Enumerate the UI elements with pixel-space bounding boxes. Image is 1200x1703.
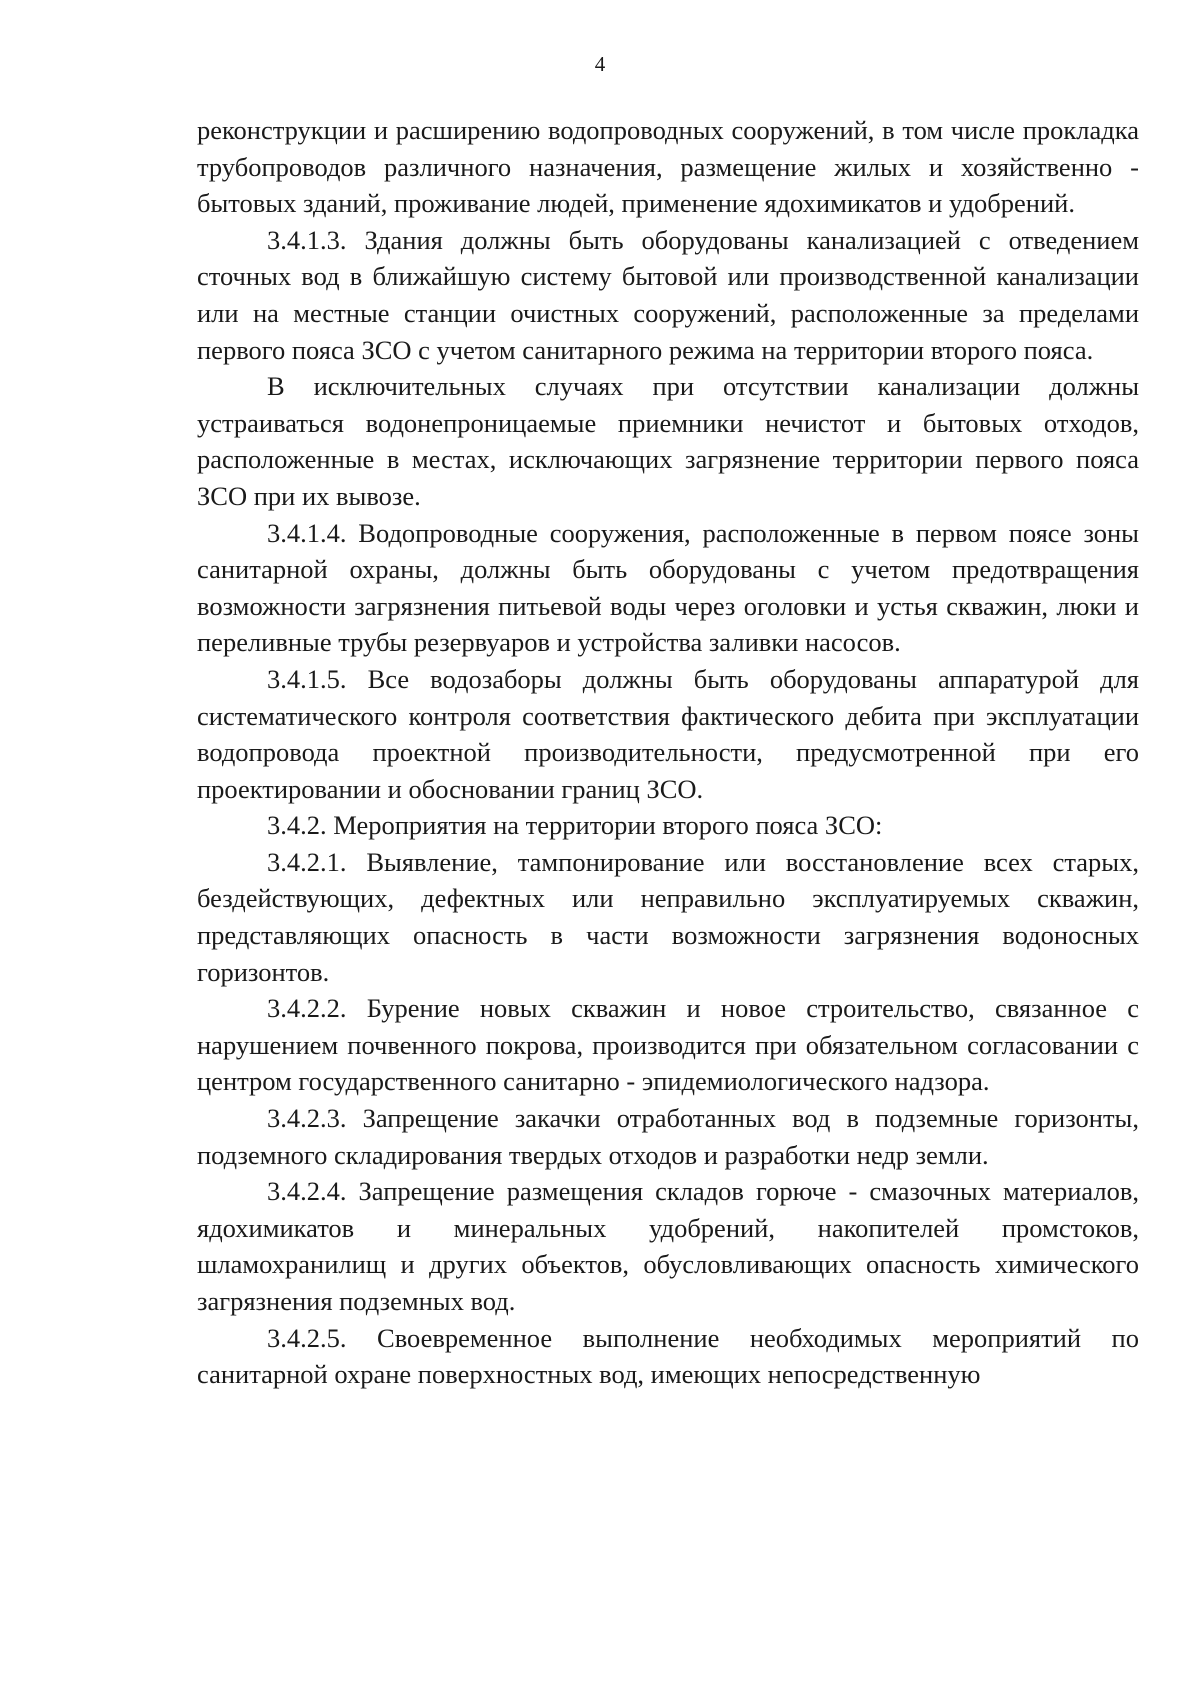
paragraph-continuation: реконструкции и расширению водопроводных сооружений, в том числе прокладка трубопроводов различного назначения, размещение жилых и хозяйственно - бытовых зданий, проживание людей, применение ядохимикатов и удобрений. bbox=[197, 115, 1139, 219]
page-number: 4 bbox=[594, 52, 606, 76]
document-body bbox=[197, 112, 1139, 1393]
paragraph-3-4-1-3: 3.4.1.3. Здания должны быть оборудованы канализацией с отведением сточных вод в ближайшую систему бытовой или производственной канализации или на местные станции очистных сооружений, расположенные за пределами первого пояса ЗСО с учетом санитарного режима на территории второго пояса. bbox=[197, 224, 1139, 365]
paragraph-3-4-1-4: 3.4.1.4. Водопроводные сооружения, расположенные в первом поясе зоны санитарной охраны, должны быть оборудованы с учетом предотвращения возможности загрязнения питьевой воды через оголовки и устья скважин, люки и переливные трубы резервуаров и устройства заливки насосов. bbox=[197, 517, 1139, 658]
paragraph-3-4-2-5: 3.4.2.5. Своевременное выполнение необходимых мероприятий по санитарной охране поверхностных вод, имеющих непосредственную bbox=[197, 1322, 1139, 1390]
paragraph-3-4-2-3: 3.4.2.3. Запрещение закачки отработанных вод в подземные горизонты, подземного складирования твердых отходов и разработки недр земли. bbox=[197, 1103, 1139, 1170]
paragraph-exceptional-cases: В исключительных случаях при отсутствии канализации должны устраиваться водонепроницаемые приемники нечистот и бытовых отходов, расположенные в местах, исключающих загрязнение территории первого пояса ЗСО при их вывозе. bbox=[197, 371, 1139, 511]
paragraph-3-4-1-5: 3.4.1.5. Все водозаборы должны быть оборудованы аппаратурой для систематического контроля соответствия фактического дебита при эксплуатации водопровода проектной производительности, предусмотренной при его проектировании и обосновании границ ЗСО. bbox=[197, 663, 1139, 804]
paragraph-3-4-2-4: 3.4.2.4. Запрещение размещения складов горюче - смазочных материалов, ядохимикатов и минеральных удобрений, накопителей промстоков, шламохранилищ и других объектов, обусловливающих опасность химического загрязнения подземных вод. bbox=[197, 1176, 1139, 1316]
paragraph-3-4-2-1: 3.4.2.1. Выявление, тампонирование или восстановление всех старых, бездействующих, дефектных или неправильно эксплуатируемых скважин, представляющих опасность в части возможности загрязнения водоносных горизонтов. bbox=[197, 846, 1139, 987]
paragraph-3-4-2: 3.4.2. Мероприятия на территории второго пояса ЗСО: bbox=[267, 810, 883, 841]
paragraph-3-4-2-2: 3.4.2.2. Бурение новых скважин и новое строительство, связанное с нарушением почвенного покрова, производится при обязательном согласовании с центром государственного санитарно - эпидемиологического надзора. bbox=[197, 993, 1139, 1097]
